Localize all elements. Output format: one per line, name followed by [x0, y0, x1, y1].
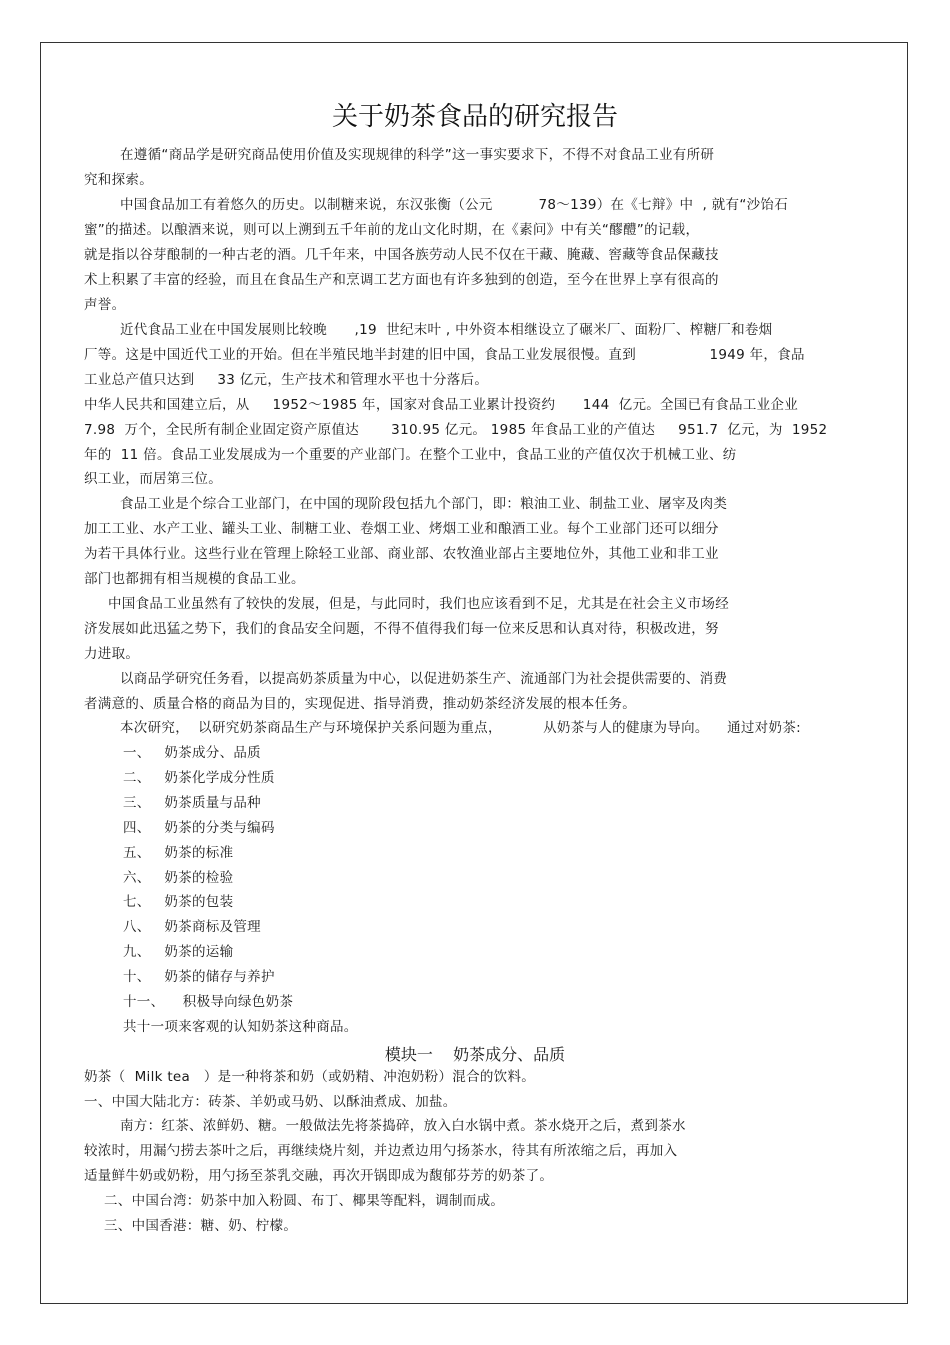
text-line: 适量鲜牛奶或奶粉，用勺扬至茶乳交融，再次开锅即成为馥郁芬芳的奶茶了。: [84, 1168, 554, 1184]
text-line: 加工工业、水产工业、罐头工业、制糖工业、卷烟工业、烤烟工业和酿酒工业。每个工业部门还可以细分: [84, 521, 719, 537]
list-item: 七、 奶茶的包装: [123, 894, 234, 910]
list-item: 三、 奶茶质量与品种: [123, 795, 261, 811]
text-line: 食品工业是个综合工业部门，在中国的现阶段包括九个部门，即：粮油工业、制盐工业、屠宰及肉类: [120, 496, 728, 512]
text-line: 究和探索。: [84, 172, 153, 188]
text-line: 厂等。这是中国近代工业的开始。但在半殖民地半封建的旧中国，食品工业发展很慢。直到 1949 年，食品: [84, 347, 805, 363]
list-item: 五、 奶茶的标准: [123, 845, 234, 861]
text-line: 较浓时，用漏勺捞去茶叶之后，再继续烧片刻，并边煮边用勺扬茶水，待其有所浓缩之后，再加入: [84, 1143, 678, 1159]
text-line: 为若干具体行业。这些行业在管理上除轻工业部、商业部、农牧渔业部占主要地位外，其他工业和非工业: [84, 546, 719, 562]
list-item: 九、 奶茶的运输: [123, 944, 234, 960]
text-line: 者满意的、质量合格的商品为目的，实现促进、指导消费，推动奶茶经济发展的根本任务。: [84, 696, 636, 712]
text-line: 本次研究， 以研究奶茶商品生产与环境保护关系问题为重点， 从奶茶与人的健康为导向。 通过对奶茶:: [120, 720, 801, 736]
module-heading: 模块一 奶茶成分、品质: [384, 1045, 566, 1064]
text-line: 年的 11 倍。食品工业发展成为一个重要的产业部门。在整个工业中，食品工业的产值仅次于机械工业、纺: [84, 447, 737, 463]
list-item: 一、 奶茶成分、品质: [123, 745, 261, 761]
page-title: 关于奶茶食品的研究报告: [331, 102, 618, 132]
text-line: 工业总产值只达到 33 亿元，生产技术和管理水平也十分落后。: [84, 372, 489, 388]
text-line: 7.98 万个，全民所有制企业固定资产原值达 310.95 亿元。 1985 年食品工业的产值达 951.7 亿元，为 1952: [84, 422, 828, 438]
list-item: 四、 奶茶的分类与编码: [123, 820, 275, 836]
text-line: 共十一项来客观的认知奶茶这种商品。: [123, 1019, 358, 1035]
text-line: 术上积累了丰富的经验，而且在食品生产和烹调工艺方面也有许多独到的创造，至今在世界上享有很高的: [84, 272, 719, 288]
list-item: 八、 奶茶商标及管理: [123, 919, 261, 935]
text-line: 济发展如此迅猛之势下，我们的食品安全问题，不得不值得我们每一位来反思和认真对待，积极改进，努: [84, 621, 719, 637]
text-line: 近代食品工业在中国发展则比较晚 ,19 世纪末叶 , 中外资本相继设立了碾米厂、面粉厂、榨糖厂和卷烟: [120, 322, 773, 338]
list-item: 十、 奶茶的储存与养护: [123, 969, 275, 985]
text-line: 南方：红茶、浓鲜奶、糖。一般做法先将茶捣碎，放入白水锅中煮。茶水烧开之后，煮到茶水: [120, 1118, 686, 1134]
text-line: 蜜”的描述。以酿酒来说，则可以上溯到五千年前的龙山文化时期，在《素问》中有关“醪醴”的记载，: [84, 222, 700, 238]
text-line: 声誉。: [84, 297, 126, 313]
text-line: 中国食品加工有着悠久的历史。以制糖来说，东汉张衡（公元 78～139）在《七辩》中 , 就有“沙饴石: [120, 197, 789, 213]
text-line: 一、中国大陆北方：砖茶、羊奶或马奶、以酥油煮成、加盐。: [84, 1094, 457, 1110]
list-item: 六、 奶茶的检验: [123, 870, 234, 886]
text-line: 二、中国台湾：奶茶中加入粉圆、布丁、椰果等配料，调制而成。: [104, 1193, 505, 1209]
text-line: 奶茶（ Milk tea ）是一种将茶和奶（或奶精、冲泡奶粉）混合的饮料。: [84, 1069, 536, 1085]
text-line: 中国食品工业虽然有了较快的发展，但是，与此同时，我们也应该看到不足，尤其是在社会主义市场经: [108, 596, 729, 612]
text-line: 织工业，而居第三位。: [84, 471, 222, 487]
text-line: 力进取。: [84, 646, 140, 662]
list-item: 二、 奶茶化学成分性质: [123, 770, 275, 786]
text-line: 三、中国香港：糖、奶、柠檬。: [104, 1218, 298, 1234]
text-line: 在遵循“商品学是研究商品使用价值及实现规律的科学”这一事实要求下，不得不对食品工业有所研: [120, 147, 715, 163]
text-line: 以商品学研究任务看，以提高奶茶质量为中心，以促进奶茶生产、流通部门为社会提供需要的、消费: [120, 671, 728, 687]
text-line: 就是指以谷芽酿制的一种古老的酒。几千年来，中国各族劳动人民不仅在干藏、腌藏、窖藏等食品保藏技: [84, 247, 719, 263]
text-line: 部门也都拥有相当规模的食品工业。: [84, 571, 305, 587]
text-line: 中华人民共和国建立后，从 1952～1985 年，国家对食品工业累计投资约 144 亿元。全国已有食品工业企业: [84, 397, 799, 413]
list-item: 十一、 积极导向绿色奶茶: [123, 994, 294, 1010]
